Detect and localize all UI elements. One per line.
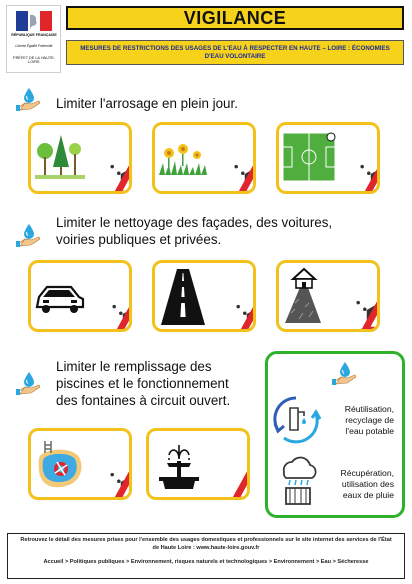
section-3-text-line2: piscines et le fonctionnement xyxy=(56,376,229,391)
logo-motto: Liberté Égalité Fraternité xyxy=(15,44,53,48)
footer-info-text: Retrouvez le détail des mesures prises pour l'ensemble des usages domestiques et professionnels sur le site internet des services de l'État de Haute Loire : www.haute-loire.gouv.fr xyxy=(20,537,392,551)
tile-football-field-watering xyxy=(276,122,380,194)
section-3-text-line3: des fontaines à circuit ouvert. xyxy=(56,393,231,408)
recycling-text-line2: recyclage de xyxy=(345,415,394,425)
water-recycling-icon xyxy=(272,394,322,444)
water-drop-hand-icon xyxy=(332,360,358,386)
water-drop-hand-icon xyxy=(16,86,42,112)
tile-car-washing xyxy=(28,260,132,332)
page-subtitle: MESURES DE RESTRICTIONS DES USAGES DE L'EAU À RESPECTER EN HAUTE – LOIRE : ÉCONOMIES D'EAU VOLONTAIRE xyxy=(80,44,390,60)
section-2-text-line1: Limiter le nettoyage des façades, des voitures, xyxy=(56,215,333,230)
rain-collection-icon xyxy=(276,456,320,506)
footer-box xyxy=(7,533,405,579)
page-title: VIGILANCE xyxy=(183,7,287,28)
logo-prefect-text: PRÉFET DE LA HAUTE-LOIRE xyxy=(13,56,55,65)
marianne-flag-icon xyxy=(16,11,52,31)
logo-republic-text: RÉPUBLIQUE FRANÇAISE xyxy=(11,33,57,37)
tile-flowers-watering xyxy=(152,122,256,194)
rainwater-text-line2: utilisation des xyxy=(341,479,394,489)
footer-breadcrumb-text: Accueil > Politiques publiques > Environnement, risques naturels et technologiques > Environnement > Eau > Sécheresse xyxy=(43,559,369,565)
vigilance-title-box xyxy=(66,6,404,30)
section-3-text-line1: Limiter le remplissage des xyxy=(56,359,212,374)
recycling-text-line1: Réutilisation, xyxy=(344,404,394,414)
subtitle-box xyxy=(66,40,404,65)
section-1-text: Limiter l'arrosage en plein jour. xyxy=(56,96,238,111)
tile-road-washing xyxy=(152,260,256,332)
tile-trees-watering xyxy=(28,122,132,194)
water-drop-hand-icon xyxy=(16,222,42,248)
tile-fountain-running xyxy=(146,428,250,500)
prefecture-logo xyxy=(6,5,61,73)
tile-pool-filling xyxy=(28,428,132,500)
rainwater-text-line1: Récupération, xyxy=(340,468,394,478)
water-drop-hand-icon xyxy=(16,370,42,396)
recycling-text-line3: l'eau potable xyxy=(345,426,394,436)
tile-house-facade-washing xyxy=(276,260,380,332)
rainwater-text-line3: eaux de pluie xyxy=(342,490,394,500)
section-2-text-line2: voiries publiques et privées. xyxy=(56,232,222,247)
